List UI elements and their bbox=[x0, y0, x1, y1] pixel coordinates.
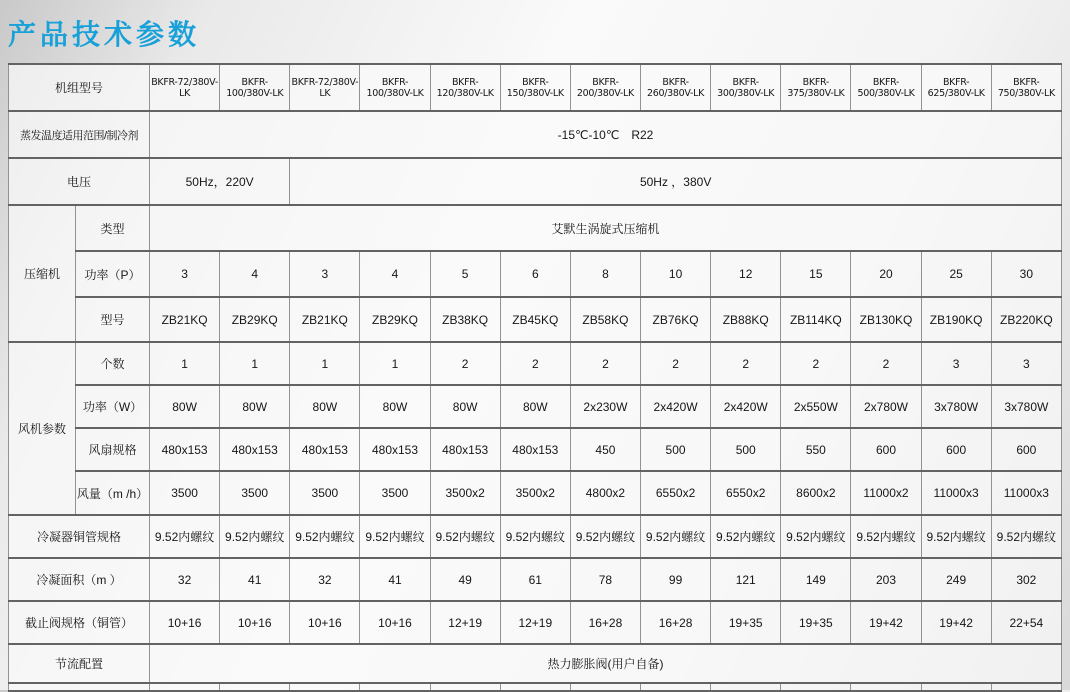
value-cell: 10+16 bbox=[290, 601, 360, 644]
value-cell: 2 bbox=[851, 342, 921, 385]
group-label-fan: 风机参数 bbox=[9, 342, 76, 515]
value-cell: 41 bbox=[360, 558, 430, 601]
value-cell: 500 bbox=[711, 428, 781, 471]
value-cell: ZB21KQ bbox=[150, 297, 220, 342]
throttle-value: 热力膨胀阀(用户自备) bbox=[150, 644, 1062, 683]
row-fan-power bbox=[9, 385, 1062, 428]
value-cell: 121 bbox=[711, 558, 781, 601]
model-cell: BKFR-200/380V-LK bbox=[570, 64, 640, 111]
value-cell: 11000x3 bbox=[921, 471, 991, 515]
value-cell: ZB29KQ bbox=[360, 297, 430, 342]
value-cell: 9.52内螺纹 bbox=[290, 515, 360, 558]
value-cell: ZB88KQ bbox=[711, 297, 781, 342]
value-cell: ZB130KQ bbox=[851, 297, 921, 342]
value-cell: 80W bbox=[500, 385, 570, 428]
value-cell: 203 bbox=[851, 558, 921, 601]
value-cell: 12+19 bbox=[430, 601, 500, 644]
value-cell: 80W bbox=[150, 385, 220, 428]
row-valve-spec bbox=[9, 601, 1062, 644]
value-cell: 302 bbox=[991, 558, 1061, 601]
model-cell: BKFR-150/380V-LK bbox=[500, 64, 570, 111]
row-label-fan-airflow: 风量（m /h） bbox=[76, 471, 150, 515]
value-cell: 78 bbox=[570, 558, 640, 601]
row-models bbox=[9, 64, 1062, 111]
row-label-condenser-tube: 冷凝器铜管规格 bbox=[9, 515, 150, 558]
value-cell: 22+54 bbox=[991, 601, 1061, 644]
value-cell: 8600x2 bbox=[781, 471, 851, 515]
value-cell: 19+35 bbox=[711, 601, 781, 644]
model-cell: BKFR-260/380V-LK bbox=[641, 64, 711, 111]
value-cell: 2 bbox=[430, 342, 500, 385]
model-cell: BKFR-500/380V-LK bbox=[851, 64, 921, 111]
model-cell: BKFR-72/380V-LK bbox=[290, 64, 360, 111]
row-label-valve-spec: 截止阀规格（铜管） bbox=[9, 601, 150, 644]
model-cell: BKFR-120/380V-LK bbox=[430, 64, 500, 111]
value-cell: 15 bbox=[781, 251, 851, 297]
value-cell: 3500 bbox=[360, 471, 430, 515]
value-cell: 32 bbox=[150, 558, 220, 601]
value-cell: 16+28 bbox=[641, 601, 711, 644]
model-cell: BKFR-750/380V-LK bbox=[991, 64, 1061, 111]
value-cell: 32 bbox=[290, 558, 360, 601]
value-cell: 1 bbox=[290, 342, 360, 385]
value-cell: ZB29KQ bbox=[220, 297, 290, 342]
value-cell: 3500 bbox=[150, 471, 220, 515]
row-label-condenser-area: 冷凝面积（m ） bbox=[9, 558, 150, 601]
value-cell: 25 bbox=[921, 251, 991, 297]
group-label-compressor: 压缩机 bbox=[9, 205, 76, 342]
value-cell: 480x153 bbox=[150, 428, 220, 471]
value-cell: 2x550W bbox=[781, 385, 851, 428]
value-cell: 3 bbox=[991, 342, 1061, 385]
value-cell: 2x420W bbox=[641, 385, 711, 428]
value-cell: 11000x2 bbox=[851, 471, 921, 515]
row-fan-airflow bbox=[9, 471, 1062, 515]
value-cell: 3x780W bbox=[921, 385, 991, 428]
value-cell: 480x153 bbox=[360, 428, 430, 471]
value-cell: 3500x2 bbox=[500, 471, 570, 515]
value-cell: 2 bbox=[500, 342, 570, 385]
value-cell: 16+28 bbox=[570, 601, 640, 644]
value-cell: 9.52内螺纹 bbox=[360, 515, 430, 558]
row-fan-count bbox=[9, 342, 1062, 385]
value-cell: 2x780W bbox=[851, 385, 921, 428]
value-cell: 3500x2 bbox=[430, 471, 500, 515]
row-label-compressor-power: 功率（P） bbox=[76, 251, 150, 297]
value-cell: 2 bbox=[781, 342, 851, 385]
spec-table bbox=[8, 63, 1062, 692]
page-title: 产品技术参数 bbox=[8, 19, 201, 50]
value-cell: 2x420W bbox=[711, 385, 781, 428]
model-cell: BKFR-100/380V-LK bbox=[360, 64, 430, 111]
value-cell: 3x780W bbox=[991, 385, 1061, 428]
value-cell: ZB114KQ bbox=[781, 297, 851, 342]
row-label-evap-range: 蒸发温度适用范围/制冷剂 bbox=[9, 111, 150, 158]
value-cell: 99 bbox=[641, 558, 711, 601]
value-cell: 80W bbox=[430, 385, 500, 428]
value-cell: 10+16 bbox=[220, 601, 290, 644]
value-cell: ZB220KQ bbox=[991, 297, 1061, 342]
value-cell: 500 bbox=[641, 428, 711, 471]
value-cell: 12+19 bbox=[500, 601, 570, 644]
row-voltage bbox=[9, 158, 1062, 205]
value-cell: 19+35 bbox=[781, 601, 851, 644]
value-cell: 19+42 bbox=[921, 601, 991, 644]
row-label-compressor-model: 型号 bbox=[76, 297, 150, 342]
value-cell: 80W bbox=[360, 385, 430, 428]
value-cell: 1 bbox=[220, 342, 290, 385]
evap-range-value: -15℃-10℃ R22 bbox=[150, 111, 1062, 158]
value-cell: ZB21KQ bbox=[290, 297, 360, 342]
value-cell: 30 bbox=[991, 251, 1061, 297]
value-cell: 480x153 bbox=[430, 428, 500, 471]
value-cell: 8 bbox=[570, 251, 640, 297]
value-cell: ZB76KQ bbox=[641, 297, 711, 342]
value-cell: 9.52内螺纹 bbox=[851, 515, 921, 558]
value-cell: 9.52内螺纹 bbox=[921, 515, 991, 558]
model-cell: BKFR-625/380V-LK bbox=[921, 64, 991, 111]
value-cell: 1 bbox=[150, 342, 220, 385]
value-cell: 3500 bbox=[290, 471, 360, 515]
value-cell: ZB38KQ bbox=[430, 297, 500, 342]
value-cell: 9.52内螺纹 bbox=[641, 515, 711, 558]
value-cell: 2 bbox=[641, 342, 711, 385]
row-evap-range bbox=[9, 111, 1062, 158]
voltage-220-value: 50Hz，220V bbox=[150, 158, 290, 205]
value-cell: 149 bbox=[781, 558, 851, 601]
value-cell: 1 bbox=[360, 342, 430, 385]
value-cell: 480x153 bbox=[220, 428, 290, 471]
value-cell: 9.52内螺纹 bbox=[500, 515, 570, 558]
value-cell: ZB190KQ bbox=[921, 297, 991, 342]
value-cell: 49 bbox=[430, 558, 500, 601]
row-label-compressor-type: 类型 bbox=[76, 205, 150, 251]
value-cell: 6550x2 bbox=[711, 471, 781, 515]
value-cell: 6 bbox=[500, 251, 570, 297]
row-label-models: 机组型号 bbox=[9, 64, 150, 111]
value-cell: 600 bbox=[851, 428, 921, 471]
value-cell: 10+16 bbox=[150, 601, 220, 644]
model-cell: BKFR-100/380V-LK bbox=[220, 64, 290, 111]
value-cell: 600 bbox=[991, 428, 1061, 471]
value-cell: 10+16 bbox=[360, 601, 430, 644]
row-fan-size bbox=[9, 428, 1062, 471]
row-condenser-tube bbox=[9, 515, 1062, 558]
row-compressor-model bbox=[9, 297, 1062, 342]
value-cell: 61 bbox=[500, 558, 570, 601]
row-throttle bbox=[9, 644, 1062, 683]
row-label-voltage: 电压 bbox=[9, 158, 150, 205]
row-compressor-power bbox=[9, 251, 1062, 297]
model-cell: BKFR-300/380V-LK bbox=[711, 64, 781, 111]
value-cell: ZB45KQ bbox=[500, 297, 570, 342]
value-cell: 9.52内螺纹 bbox=[570, 515, 640, 558]
value-cell: 3 bbox=[921, 342, 991, 385]
row-condenser-area bbox=[9, 558, 1062, 601]
value-cell: 3500 bbox=[220, 471, 290, 515]
value-cell: 9.52内螺纹 bbox=[430, 515, 500, 558]
value-cell: 5 bbox=[430, 251, 500, 297]
value-cell: 19+42 bbox=[851, 601, 921, 644]
value-cell: 6550x2 bbox=[641, 471, 711, 515]
value-cell: 9.52内螺纹 bbox=[150, 515, 220, 558]
voltage-380-value: 50Hz ，380V bbox=[290, 158, 1062, 205]
value-cell: 20 bbox=[851, 251, 921, 297]
value-cell: 10 bbox=[641, 251, 711, 297]
value-cell: 480x153 bbox=[290, 428, 360, 471]
value-cell: ZB58KQ bbox=[570, 297, 640, 342]
row-label-fan-count: 个数 bbox=[76, 342, 150, 385]
row-label-throttle: 节流配置 bbox=[9, 644, 150, 683]
value-cell: 11000x3 bbox=[991, 471, 1061, 515]
value-cell: 9.52内螺纹 bbox=[220, 515, 290, 558]
value-cell: 9.52内螺纹 bbox=[991, 515, 1061, 558]
row-label-fan-size: 风扇规格 bbox=[76, 428, 150, 471]
value-cell: 2 bbox=[711, 342, 781, 385]
value-cell: 600 bbox=[921, 428, 991, 471]
row-compressor-type bbox=[9, 205, 1062, 251]
value-cell: 3 bbox=[290, 251, 360, 297]
value-cell: 4 bbox=[360, 251, 430, 297]
value-cell: 9.52内螺纹 bbox=[711, 515, 781, 558]
value-cell: 80W bbox=[290, 385, 360, 428]
model-cell: BKFR-72/380V-LK bbox=[150, 64, 220, 111]
value-cell: 3 bbox=[150, 251, 220, 297]
value-cell: 480x153 bbox=[500, 428, 570, 471]
value-cell: 41 bbox=[220, 558, 290, 601]
value-cell: 2 bbox=[570, 342, 640, 385]
value-cell: 249 bbox=[921, 558, 991, 601]
value-cell: 12 bbox=[711, 251, 781, 297]
value-cell: 450 bbox=[570, 428, 640, 471]
row-label-fan-power: 功率（W） bbox=[76, 385, 150, 428]
value-cell: 9.52内螺纹 bbox=[781, 515, 851, 558]
value-cell: 80W bbox=[220, 385, 290, 428]
value-cell: 4800x2 bbox=[570, 471, 640, 515]
value-cell: 550 bbox=[781, 428, 851, 471]
model-cell: BKFR-375/380V-LK bbox=[781, 64, 851, 111]
value-cell: 2x230W bbox=[570, 385, 640, 428]
value-cell: 4 bbox=[220, 251, 290, 297]
compressor-type-value: 艾默生涡旋式压缩机 bbox=[150, 205, 1062, 251]
